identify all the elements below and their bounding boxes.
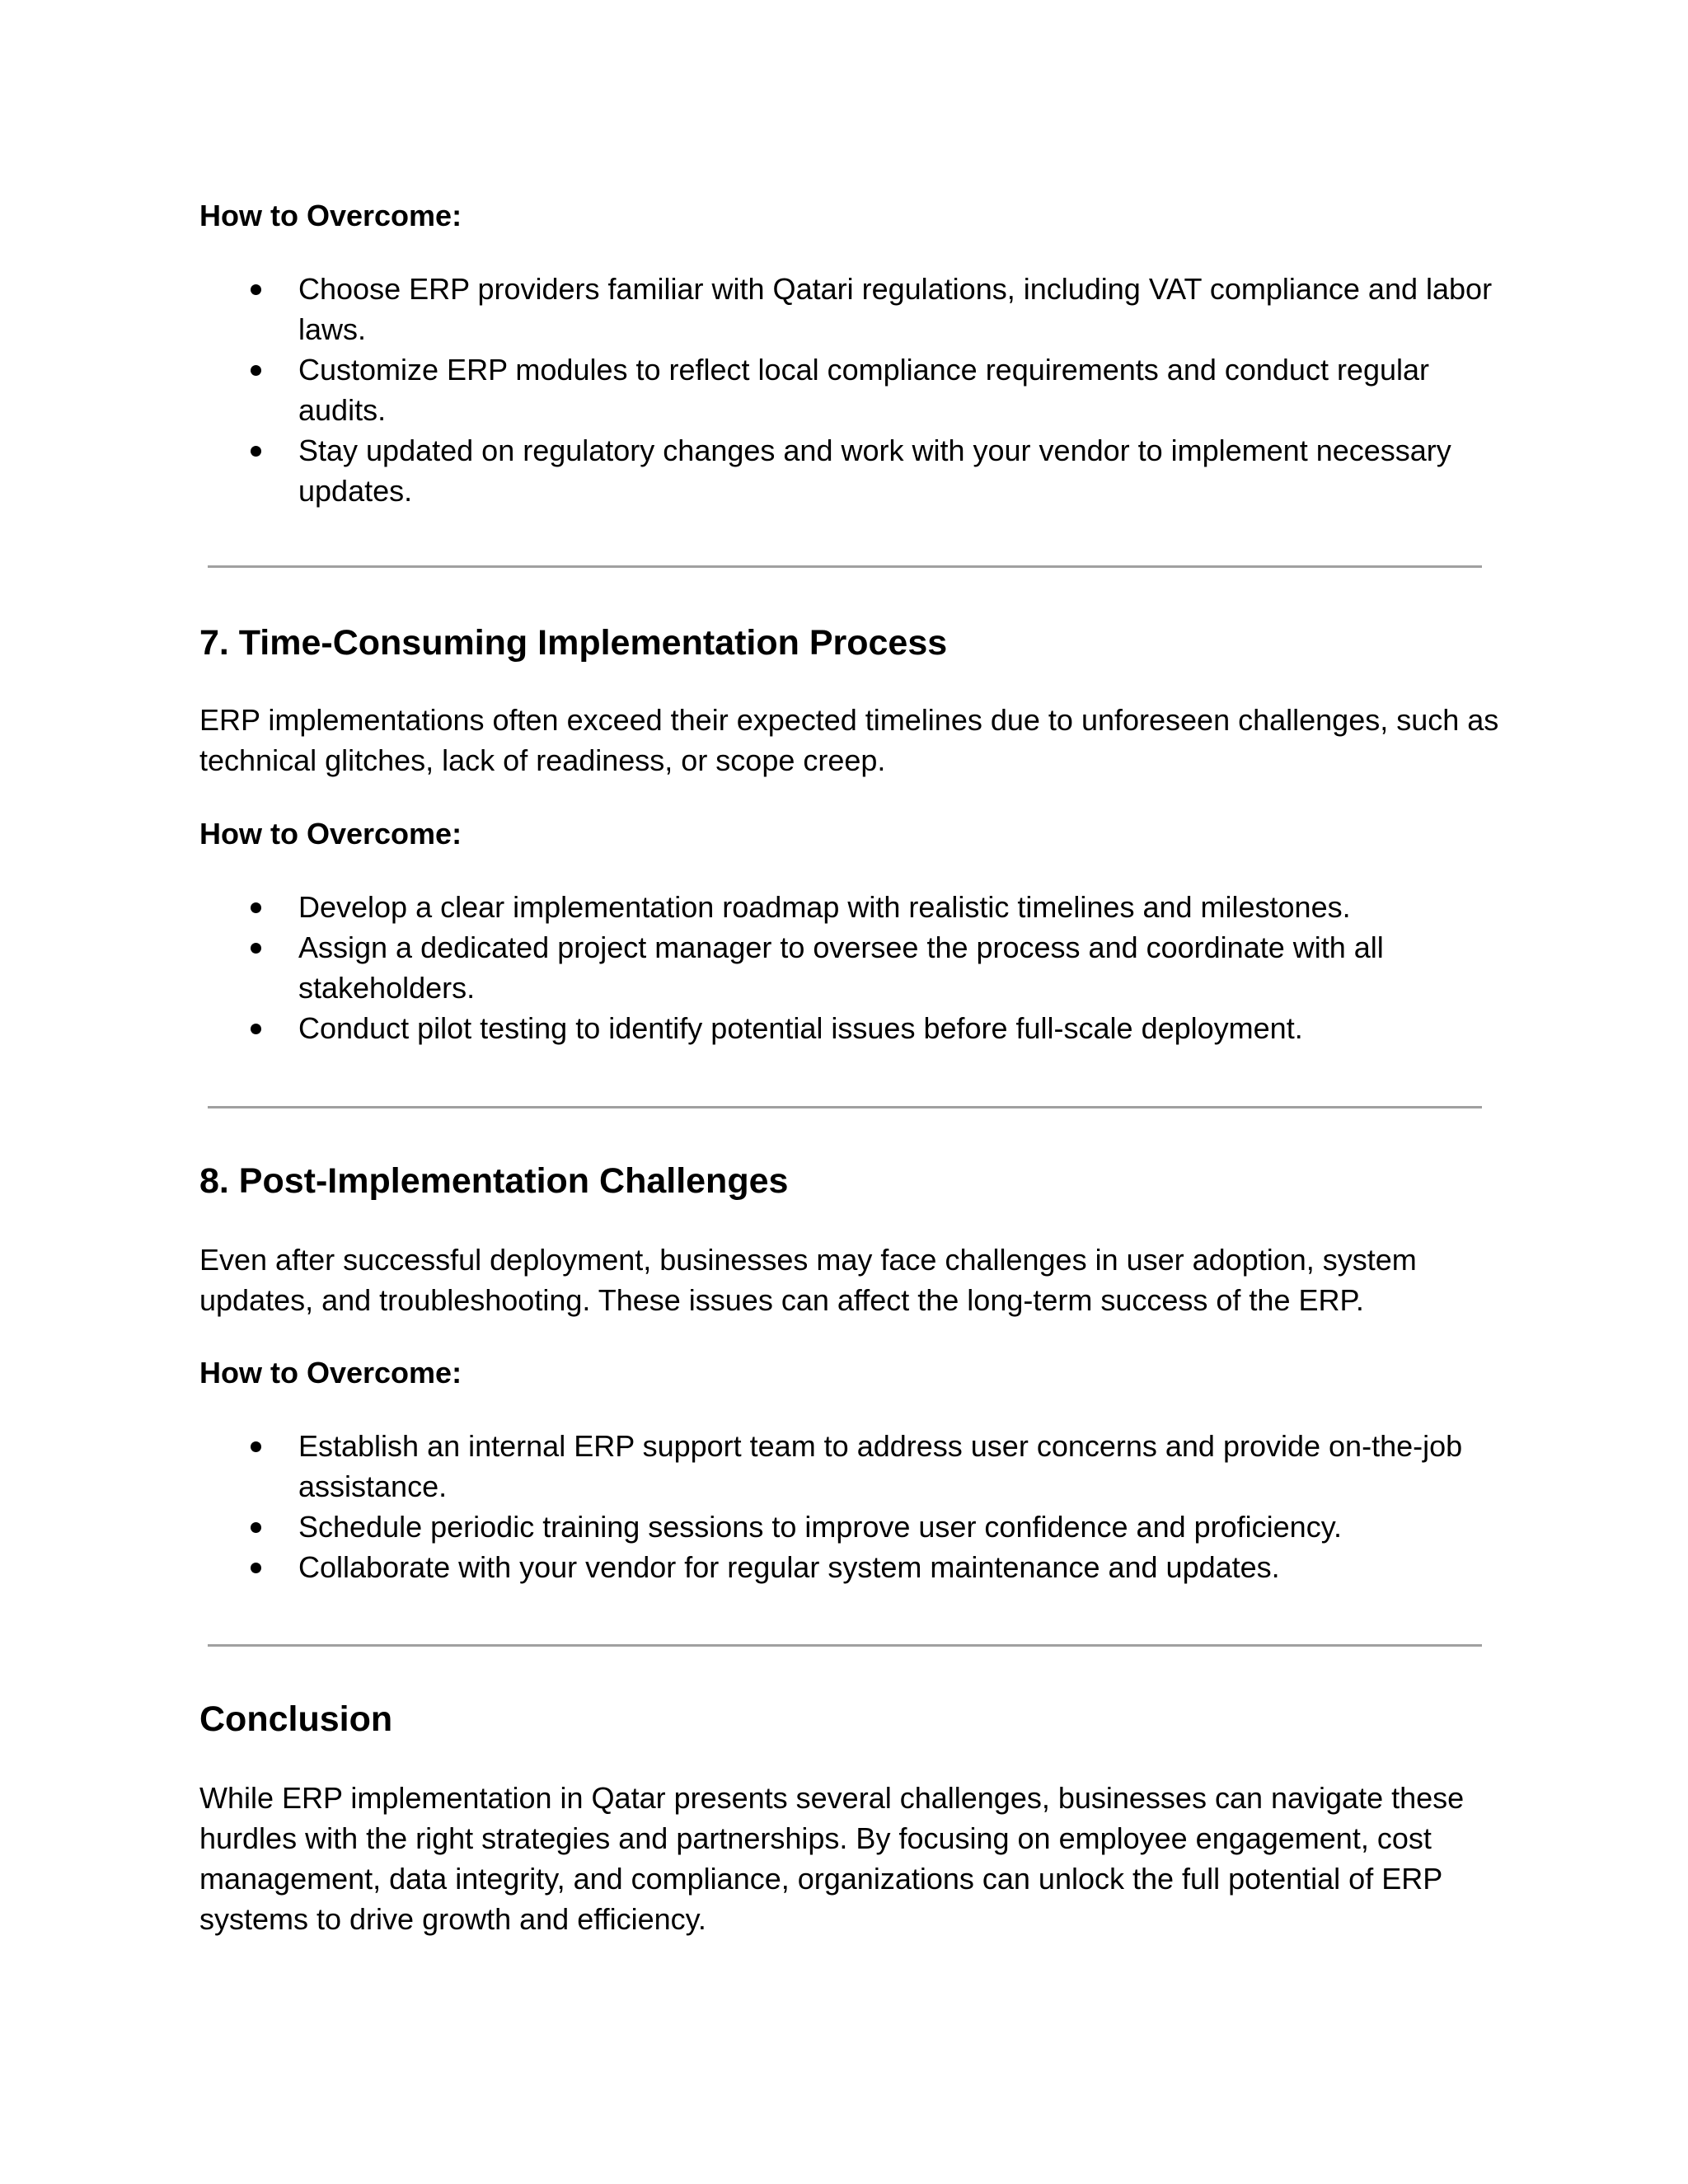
list-item-text: Establish an internal ERP support team to address user concerns and provide on-the-job assistance. [298,1429,1463,1503]
s7-overcome-label: How to Overcome: [199,817,462,851]
list-item-text: Develop a clear implementation roadmap with realistic timelines and milestones. [298,890,1351,924]
list-item [199,1507,1502,1547]
list-item-text: Choose ERP providers familiar with Qatari regulations, including VAT compliance and labor laws. [298,272,1493,346]
conclusion-paragraph: While ERP implementation in Qatar presents several challenges, businesses can navigate these hurdles with the right strategies and partnerships. By focusing on employee engagement, cost management, data integrity, and compliance, organizations can unlock the full potential of ERP systems to drive growth and efficiency. [199,1781,1465,1936]
bullet-dot-icon [251,902,261,913]
list-item [199,1547,1502,1587]
bullet-dot-icon [251,365,261,376]
list-item [199,269,1502,349]
bullet-dot-icon [251,1563,261,1573]
section-divider [208,1106,1482,1108]
bullet-dot-icon [251,1522,261,1533]
section-divider [208,565,1482,568]
bullet-dot-icon [251,1441,261,1452]
list-item-text: Stay updated on regulatory changes and work with your vendor to implement necessary updates. [298,434,1451,508]
s8-bullet-list [199,1426,1502,1587]
section-7-heading: 7. Time-Consuming Implementation Process [199,623,948,663]
section-7-paragraph: ERP implementations often exceed their expected timelines due to unforeseen challenges, such as technical glitches, lack of readiness, or scope creep. [199,703,1499,777]
s8-overcome-label: How to Overcome: [199,1356,462,1390]
list-item [199,1426,1502,1507]
s6-bullet-list [199,269,1502,511]
section-8-heading: 8. Post-Implementation Challenges [199,1161,789,1201]
list-item [199,1008,1502,1048]
section-divider [208,1644,1482,1647]
bullet-dot-icon [251,1024,261,1034]
s7-bullet-list [199,887,1502,1048]
conclusion-heading: Conclusion [199,1699,393,1739]
section-8-paragraph: Even after successful deployment, businesses may face challenges in user adoption, system updates, and troubleshooting. These issues can affect the long-term success of the ERP. [199,1243,1417,1317]
bullet-dot-icon [251,446,261,457]
list-item-text: Conduct pilot testing to identify potential issues before full-scale deployment. [298,1011,1303,1045]
list-item [199,430,1502,511]
list-item-text: Customize ERP modules to reflect local compliance requirements and conduct regular audits. [298,353,1430,427]
list-item [199,927,1502,1008]
bullet-dot-icon [251,284,261,295]
list-item [199,349,1502,430]
list-item-text: Assign a dedicated project manager to oversee the process and coordinate with all stakeholders. [298,930,1384,1005]
list-item-text: Collaborate with your vendor for regular system maintenance and updates. [298,1550,1280,1584]
list-item-text: Schedule periodic training sessions to improve user confidence and proficiency. [298,1510,1343,1544]
s6-overcome-label: How to Overcome: [199,199,462,232]
bullet-dot-icon [251,943,261,954]
list-item [199,887,1502,927]
